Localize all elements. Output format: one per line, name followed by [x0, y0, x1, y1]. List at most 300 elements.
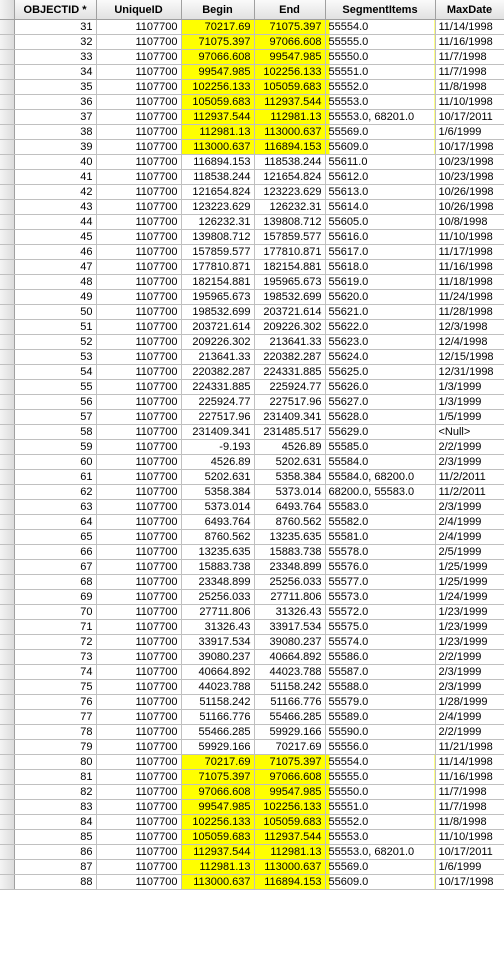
- cell-begin[interactable]: 112937.544: [181, 845, 254, 860]
- cell-end[interactable]: 13235.635: [254, 530, 325, 545]
- cell-objectid[interactable]: 78: [14, 725, 96, 740]
- cell-begin[interactable]: 213641.33: [181, 350, 254, 365]
- cell-uniqueid[interactable]: 1107700: [96, 815, 181, 830]
- table-row[interactable]: [0, 200, 504, 215]
- row-selector[interactable]: [0, 575, 14, 590]
- cell-segmentitems[interactable]: 55624.0: [325, 350, 435, 365]
- cell-objectid[interactable]: 83: [14, 800, 96, 815]
- cell-uniqueid[interactable]: 1107700: [96, 665, 181, 680]
- row-selector[interactable]: [0, 140, 14, 155]
- cell-uniqueid[interactable]: 1107700: [96, 575, 181, 590]
- row-selector[interactable]: [0, 830, 14, 845]
- table-row[interactable]: [0, 560, 504, 575]
- cell-begin[interactable]: 40664.892: [181, 665, 254, 680]
- column-header-maxdate[interactable]: MaxDate: [435, 0, 504, 20]
- cell-uniqueid[interactable]: 1107700: [96, 785, 181, 800]
- cell-end[interactable]: 51166.776: [254, 695, 325, 710]
- cell-uniqueid[interactable]: 1107700: [96, 350, 181, 365]
- cell-segmentitems[interactable]: 55585.0: [325, 440, 435, 455]
- cell-maxdate[interactable]: 2/3/1999: [435, 455, 504, 470]
- cell-maxdate[interactable]: 12/31/1998: [435, 365, 504, 380]
- cell-uniqueid[interactable]: 1107700: [96, 485, 181, 500]
- table-row[interactable]: [0, 605, 504, 620]
- row-selector[interactable]: [0, 395, 14, 410]
- cell-maxdate[interactable]: 11/14/1998: [435, 20, 504, 35]
- cell-maxdate[interactable]: 1/24/1999: [435, 590, 504, 605]
- cell-maxdate[interactable]: 11/10/1998: [435, 830, 504, 845]
- row-selector[interactable]: [0, 800, 14, 815]
- cell-objectid[interactable]: 66: [14, 545, 96, 560]
- cell-uniqueid[interactable]: 1107700: [96, 530, 181, 545]
- cell-uniqueid[interactable]: 1107700: [96, 395, 181, 410]
- cell-begin[interactable]: 157859.577: [181, 245, 254, 260]
- cell-maxdate[interactable]: 1/23/1999: [435, 620, 504, 635]
- cell-maxdate[interactable]: 10/17/1998: [435, 140, 504, 155]
- cell-end[interactable]: 213641.33: [254, 335, 325, 350]
- table-row[interactable]: [0, 575, 504, 590]
- row-selector[interactable]: [0, 785, 14, 800]
- cell-objectid[interactable]: 44: [14, 215, 96, 230]
- cell-maxdate[interactable]: <Null>: [435, 425, 504, 440]
- cell-objectid[interactable]: 33: [14, 50, 96, 65]
- cell-end[interactable]: 116894.153: [254, 875, 325, 890]
- cell-uniqueid[interactable]: 1107700: [96, 275, 181, 290]
- cell-uniqueid[interactable]: 1107700: [96, 680, 181, 695]
- cell-segmentitems[interactable]: 55551.0: [325, 800, 435, 815]
- cell-maxdate[interactable]: 1/25/1999: [435, 575, 504, 590]
- cell-end[interactable]: 105059.683: [254, 815, 325, 830]
- cell-segmentitems[interactable]: 55581.0: [325, 530, 435, 545]
- cell-begin[interactable]: 182154.881: [181, 275, 254, 290]
- cell-begin[interactable]: 231409.341: [181, 425, 254, 440]
- row-selector[interactable]: [0, 290, 14, 305]
- cell-begin[interactable]: 177810.871: [181, 260, 254, 275]
- cell-objectid[interactable]: 43: [14, 200, 96, 215]
- cell-begin[interactable]: 51158.242: [181, 695, 254, 710]
- cell-uniqueid[interactable]: 1107700: [96, 755, 181, 770]
- cell-maxdate[interactable]: 10/23/1998: [435, 155, 504, 170]
- cell-uniqueid[interactable]: 1107700: [96, 35, 181, 50]
- cell-objectid[interactable]: 46: [14, 245, 96, 260]
- cell-begin[interactable]: 31326.43: [181, 620, 254, 635]
- cell-maxdate[interactable]: 11/2/2011: [435, 485, 504, 500]
- cell-uniqueid[interactable]: 1107700: [96, 875, 181, 890]
- row-selector[interactable]: [0, 35, 14, 50]
- cell-end[interactable]: 6493.764: [254, 500, 325, 515]
- cell-segmentitems[interactable]: 55569.0: [325, 860, 435, 875]
- cell-end[interactable]: 112937.544: [254, 830, 325, 845]
- cell-segmentitems[interactable]: 55553.0: [325, 95, 435, 110]
- cell-objectid[interactable]: 59: [14, 440, 96, 455]
- cell-maxdate[interactable]: 2/4/1999: [435, 530, 504, 545]
- cell-uniqueid[interactable]: 1107700: [96, 185, 181, 200]
- row-selector[interactable]: [0, 125, 14, 140]
- table-row[interactable]: [0, 500, 504, 515]
- cell-end[interactable]: 5202.631: [254, 455, 325, 470]
- cell-begin[interactable]: 5202.631: [181, 470, 254, 485]
- table-row[interactable]: [0, 755, 504, 770]
- cell-end[interactable]: 5358.384: [254, 470, 325, 485]
- cell-segmentitems[interactable]: 55621.0: [325, 305, 435, 320]
- row-selector[interactable]: [0, 845, 14, 860]
- cell-objectid[interactable]: 61: [14, 470, 96, 485]
- table-row[interactable]: [0, 680, 504, 695]
- cell-objectid[interactable]: 49: [14, 290, 96, 305]
- cell-uniqueid[interactable]: 1107700: [96, 500, 181, 515]
- cell-begin[interactable]: 33917.534: [181, 635, 254, 650]
- cell-objectid[interactable]: 82: [14, 785, 96, 800]
- table-row[interactable]: [0, 800, 504, 815]
- row-selector[interactable]: [0, 770, 14, 785]
- table-row[interactable]: [0, 455, 504, 470]
- cell-objectid[interactable]: 76: [14, 695, 96, 710]
- cell-end[interactable]: 220382.287: [254, 350, 325, 365]
- cell-begin[interactable]: 224331.885: [181, 380, 254, 395]
- cell-segmentitems[interactable]: 55573.0: [325, 590, 435, 605]
- cell-segmentitems[interactable]: 55612.0: [325, 170, 435, 185]
- cell-begin[interactable]: 51166.776: [181, 710, 254, 725]
- cell-maxdate[interactable]: 11/8/1998: [435, 80, 504, 95]
- row-selector[interactable]: [0, 635, 14, 650]
- cell-end[interactable]: 44023.788: [254, 665, 325, 680]
- cell-uniqueid[interactable]: 1107700: [96, 320, 181, 335]
- row-selector[interactable]: [0, 80, 14, 95]
- cell-end[interactable]: 224331.885: [254, 365, 325, 380]
- cell-end[interactable]: 71075.397: [254, 755, 325, 770]
- cell-objectid[interactable]: 38: [14, 125, 96, 140]
- row-selector[interactable]: [0, 260, 14, 275]
- cell-end[interactable]: 227517.96: [254, 395, 325, 410]
- row-selector[interactable]: [0, 110, 14, 125]
- table-row[interactable]: [0, 725, 504, 740]
- cell-begin[interactable]: 225924.77: [181, 395, 254, 410]
- cell-objectid[interactable]: 75: [14, 680, 96, 695]
- cell-maxdate[interactable]: 10/26/1998: [435, 185, 504, 200]
- cell-maxdate[interactable]: 2/3/1999: [435, 680, 504, 695]
- cell-maxdate[interactable]: 1/23/1999: [435, 605, 504, 620]
- cell-objectid[interactable]: 77: [14, 710, 96, 725]
- table-row[interactable]: [0, 140, 504, 155]
- cell-end[interactable]: 113000.637: [254, 125, 325, 140]
- cell-end[interactable]: 105059.683: [254, 80, 325, 95]
- cell-uniqueid[interactable]: 1107700: [96, 440, 181, 455]
- cell-uniqueid[interactable]: 1107700: [96, 230, 181, 245]
- cell-end[interactable]: 59929.166: [254, 725, 325, 740]
- cell-segmentitems[interactable]: 55623.0: [325, 335, 435, 350]
- cell-segmentitems[interactable]: 55609.0: [325, 140, 435, 155]
- cell-maxdate[interactable]: 2/4/1999: [435, 710, 504, 725]
- cell-end[interactable]: 27711.806: [254, 590, 325, 605]
- table-row[interactable]: [0, 485, 504, 500]
- cell-begin[interactable]: 97066.608: [181, 50, 254, 65]
- table-row[interactable]: [0, 380, 504, 395]
- cell-maxdate[interactable]: 11/18/1998: [435, 275, 504, 290]
- column-header-objectid[interactable]: OBJECTID *: [14, 0, 96, 20]
- cell-maxdate[interactable]: 2/2/1999: [435, 725, 504, 740]
- table-row[interactable]: [0, 515, 504, 530]
- cell-end[interactable]: 203721.614: [254, 305, 325, 320]
- cell-end[interactable]: 8760.562: [254, 515, 325, 530]
- cell-segmentitems[interactable]: 55586.0: [325, 650, 435, 665]
- table-row[interactable]: [0, 95, 504, 110]
- row-selector[interactable]: [0, 545, 14, 560]
- cell-end[interactable]: 157859.577: [254, 230, 325, 245]
- table-row[interactable]: [0, 290, 504, 305]
- table-row[interactable]: [0, 125, 504, 140]
- cell-objectid[interactable]: 81: [14, 770, 96, 785]
- cell-begin[interactable]: 121654.824: [181, 185, 254, 200]
- cell-end[interactable]: 123223.629: [254, 185, 325, 200]
- table-row[interactable]: [0, 740, 504, 755]
- cell-uniqueid[interactable]: 1107700: [96, 620, 181, 635]
- cell-objectid[interactable]: 50: [14, 305, 96, 320]
- cell-segmentitems[interactable]: 55553.0, 68201.0: [325, 845, 435, 860]
- cell-objectid[interactable]: 31: [14, 20, 96, 35]
- cell-segmentitems[interactable]: 55609.0: [325, 875, 435, 890]
- row-selector[interactable]: [0, 590, 14, 605]
- cell-begin[interactable]: 70217.69: [181, 755, 254, 770]
- cell-maxdate[interactable]: 11/2/2011: [435, 470, 504, 485]
- cell-objectid[interactable]: 45: [14, 230, 96, 245]
- cell-segmentitems[interactable]: 55613.0: [325, 185, 435, 200]
- cell-objectid[interactable]: 51: [14, 320, 96, 335]
- cell-end[interactable]: 121654.824: [254, 170, 325, 185]
- cell-begin[interactable]: 118538.244: [181, 170, 254, 185]
- cell-end[interactable]: 71075.397: [254, 20, 325, 35]
- cell-end[interactable]: 182154.881: [254, 260, 325, 275]
- row-selector[interactable]: [0, 605, 14, 620]
- cell-maxdate[interactable]: 1/5/1999: [435, 410, 504, 425]
- cell-begin[interactable]: 105059.683: [181, 95, 254, 110]
- cell-segmentitems[interactable]: 55619.0: [325, 275, 435, 290]
- cell-end[interactable]: 97066.608: [254, 770, 325, 785]
- cell-segmentitems[interactable]: 55574.0: [325, 635, 435, 650]
- cell-objectid[interactable]: 34: [14, 65, 96, 80]
- cell-objectid[interactable]: 47: [14, 260, 96, 275]
- cell-uniqueid[interactable]: 1107700: [96, 740, 181, 755]
- cell-end[interactable]: 97066.608: [254, 35, 325, 50]
- column-header-segmentitems[interactable]: SegmentItems: [325, 0, 435, 20]
- cell-uniqueid[interactable]: 1107700: [96, 860, 181, 875]
- row-selector[interactable]: [0, 245, 14, 260]
- cell-segmentitems[interactable]: 55625.0: [325, 365, 435, 380]
- cell-begin[interactable]: 8760.562: [181, 530, 254, 545]
- cell-maxdate[interactable]: 2/4/1999: [435, 515, 504, 530]
- cell-objectid[interactable]: 65: [14, 530, 96, 545]
- cell-objectid[interactable]: 74: [14, 665, 96, 680]
- row-selector[interactable]: [0, 665, 14, 680]
- cell-end[interactable]: 15883.738: [254, 545, 325, 560]
- cell-maxdate[interactable]: 11/24/1998: [435, 290, 504, 305]
- cell-uniqueid[interactable]: 1107700: [96, 425, 181, 440]
- table-row[interactable]: [0, 170, 504, 185]
- cell-end[interactable]: 112981.13: [254, 110, 325, 125]
- table-row[interactable]: [0, 710, 504, 725]
- cell-segmentitems[interactable]: 55584.0: [325, 455, 435, 470]
- cell-uniqueid[interactable]: 1107700: [96, 155, 181, 170]
- cell-objectid[interactable]: 73: [14, 650, 96, 665]
- cell-maxdate[interactable]: 1/6/1999: [435, 860, 504, 875]
- cell-begin[interactable]: 227517.96: [181, 410, 254, 425]
- cell-uniqueid[interactable]: 1107700: [96, 65, 181, 80]
- cell-uniqueid[interactable]: 1107700: [96, 560, 181, 575]
- cell-end[interactable]: 39080.237: [254, 635, 325, 650]
- row-selector[interactable]: [0, 515, 14, 530]
- cell-maxdate[interactable]: 11/16/1998: [435, 35, 504, 50]
- cell-maxdate[interactable]: 11/7/1998: [435, 50, 504, 65]
- cell-uniqueid[interactable]: 1107700: [96, 845, 181, 860]
- cell-maxdate[interactable]: 10/8/1998: [435, 215, 504, 230]
- cell-objectid[interactable]: 36: [14, 95, 96, 110]
- cell-segmentitems[interactable]: 55550.0: [325, 50, 435, 65]
- cell-begin[interactable]: 99547.985: [181, 65, 254, 80]
- table-row[interactable]: [0, 845, 504, 860]
- select-all-corner[interactable]: [0, 0, 14, 20]
- cell-uniqueid[interactable]: 1107700: [96, 725, 181, 740]
- table-row[interactable]: [0, 260, 504, 275]
- table-row[interactable]: [0, 35, 504, 50]
- cell-segmentitems[interactable]: 55551.0: [325, 65, 435, 80]
- cell-uniqueid[interactable]: 1107700: [96, 695, 181, 710]
- cell-segmentitems[interactable]: 55552.0: [325, 80, 435, 95]
- cell-objectid[interactable]: 72: [14, 635, 96, 650]
- row-selector[interactable]: [0, 305, 14, 320]
- cell-begin[interactable]: 71075.397: [181, 770, 254, 785]
- cell-begin[interactable]: 55466.285: [181, 725, 254, 740]
- cell-segmentitems[interactable]: 55620.0: [325, 290, 435, 305]
- row-selector[interactable]: [0, 350, 14, 365]
- cell-segmentitems[interactable]: 55553.0, 68201.0: [325, 110, 435, 125]
- cell-maxdate[interactable]: 10/26/1998: [435, 200, 504, 215]
- cell-begin[interactable]: 6493.764: [181, 515, 254, 530]
- cell-uniqueid[interactable]: 1107700: [96, 410, 181, 425]
- cell-maxdate[interactable]: 11/21/1998: [435, 740, 504, 755]
- cell-end[interactable]: 5373.014: [254, 485, 325, 500]
- column-header-end[interactable]: End: [254, 0, 325, 20]
- cell-segmentitems[interactable]: 55588.0: [325, 680, 435, 695]
- cell-segmentitems[interactable]: 55605.0: [325, 215, 435, 230]
- cell-objectid[interactable]: 69: [14, 590, 96, 605]
- cell-begin[interactable]: 25256.033: [181, 590, 254, 605]
- table-row[interactable]: [0, 320, 504, 335]
- table-row[interactable]: [0, 830, 504, 845]
- cell-maxdate[interactable]: 11/8/1998: [435, 815, 504, 830]
- cell-maxdate[interactable]: 2/2/1999: [435, 650, 504, 665]
- cell-end[interactable]: 177810.871: [254, 245, 325, 260]
- cell-end[interactable]: 195965.673: [254, 275, 325, 290]
- cell-maxdate[interactable]: 11/16/1998: [435, 260, 504, 275]
- cell-maxdate[interactable]: 1/6/1999: [435, 125, 504, 140]
- row-selector[interactable]: [0, 650, 14, 665]
- row-selector[interactable]: [0, 560, 14, 575]
- table-row[interactable]: [0, 875, 504, 890]
- cell-maxdate[interactable]: 11/28/1998: [435, 305, 504, 320]
- row-selector[interactable]: [0, 380, 14, 395]
- cell-segmentitems[interactable]: 55552.0: [325, 815, 435, 830]
- cell-objectid[interactable]: 63: [14, 500, 96, 515]
- cell-maxdate[interactable]: 11/14/1998: [435, 755, 504, 770]
- cell-segmentitems[interactable]: 55589.0: [325, 710, 435, 725]
- cell-end[interactable]: 40664.892: [254, 650, 325, 665]
- cell-end[interactable]: 55466.285: [254, 710, 325, 725]
- cell-maxdate[interactable]: 2/5/1999: [435, 545, 504, 560]
- cell-begin[interactable]: 112981.13: [181, 125, 254, 140]
- table-row[interactable]: [0, 230, 504, 245]
- cell-maxdate[interactable]: 10/17/2011: [435, 845, 504, 860]
- cell-end[interactable]: 25256.033: [254, 575, 325, 590]
- cell-uniqueid[interactable]: 1107700: [96, 245, 181, 260]
- cell-uniqueid[interactable]: 1107700: [96, 50, 181, 65]
- cell-uniqueid[interactable]: 1107700: [96, 215, 181, 230]
- cell-segmentitems[interactable]: 55626.0: [325, 380, 435, 395]
- cell-end[interactable]: 99547.985: [254, 50, 325, 65]
- cell-end[interactable]: 139808.712: [254, 215, 325, 230]
- cell-begin[interactable]: 113000.637: [181, 875, 254, 890]
- table-row[interactable]: [0, 80, 504, 95]
- cell-end[interactable]: 231409.341: [254, 410, 325, 425]
- row-selector[interactable]: [0, 185, 14, 200]
- cell-begin[interactable]: 70217.69: [181, 20, 254, 35]
- cell-begin[interactable]: 116894.153: [181, 155, 254, 170]
- table-row[interactable]: [0, 245, 504, 260]
- cell-begin[interactable]: 5373.014: [181, 500, 254, 515]
- cell-segmentitems[interactable]: 55616.0: [325, 230, 435, 245]
- cell-begin[interactable]: 209226.302: [181, 335, 254, 350]
- table-row[interactable]: [0, 590, 504, 605]
- cell-maxdate[interactable]: 11/17/1998: [435, 245, 504, 260]
- row-selector[interactable]: [0, 155, 14, 170]
- table-row[interactable]: [0, 335, 504, 350]
- table-row[interactable]: [0, 635, 504, 650]
- cell-objectid[interactable]: 57: [14, 410, 96, 425]
- cell-maxdate[interactable]: 11/10/1998: [435, 230, 504, 245]
- row-selector[interactable]: [0, 485, 14, 500]
- cell-segmentitems[interactable]: 55579.0: [325, 695, 435, 710]
- row-selector[interactable]: [0, 425, 14, 440]
- cell-segmentitems[interactable]: 55587.0: [325, 665, 435, 680]
- table-row[interactable]: [0, 815, 504, 830]
- row-selector[interactable]: [0, 815, 14, 830]
- cell-segmentitems[interactable]: 55555.0: [325, 770, 435, 785]
- cell-maxdate[interactable]: 1/3/1999: [435, 380, 504, 395]
- table-row[interactable]: [0, 470, 504, 485]
- table-row[interactable]: [0, 425, 504, 440]
- cell-objectid[interactable]: 55: [14, 380, 96, 395]
- cell-objectid[interactable]: 37: [14, 110, 96, 125]
- cell-end[interactable]: 118538.244: [254, 155, 325, 170]
- row-selector[interactable]: [0, 530, 14, 545]
- cell-maxdate[interactable]: 10/23/1998: [435, 170, 504, 185]
- cell-objectid[interactable]: 42: [14, 185, 96, 200]
- cell-end[interactable]: 112937.544: [254, 95, 325, 110]
- cell-segmentitems[interactable]: 55629.0: [325, 425, 435, 440]
- table-row[interactable]: [0, 110, 504, 125]
- cell-end[interactable]: 102256.133: [254, 800, 325, 815]
- row-selector[interactable]: [0, 620, 14, 635]
- cell-begin[interactable]: 112937.544: [181, 110, 254, 125]
- table-row[interactable]: [0, 440, 504, 455]
- cell-end[interactable]: 116894.153: [254, 140, 325, 155]
- cell-uniqueid[interactable]: 1107700: [96, 605, 181, 620]
- row-selector[interactable]: [0, 875, 14, 890]
- cell-segmentitems[interactable]: 55554.0: [325, 755, 435, 770]
- cell-segmentitems[interactable]: 55555.0: [325, 35, 435, 50]
- row-selector[interactable]: [0, 275, 14, 290]
- cell-segmentitems[interactable]: 55572.0: [325, 605, 435, 620]
- cell-uniqueid[interactable]: 1107700: [96, 20, 181, 35]
- row-selector[interactable]: [0, 755, 14, 770]
- cell-maxdate[interactable]: 2/3/1999: [435, 665, 504, 680]
